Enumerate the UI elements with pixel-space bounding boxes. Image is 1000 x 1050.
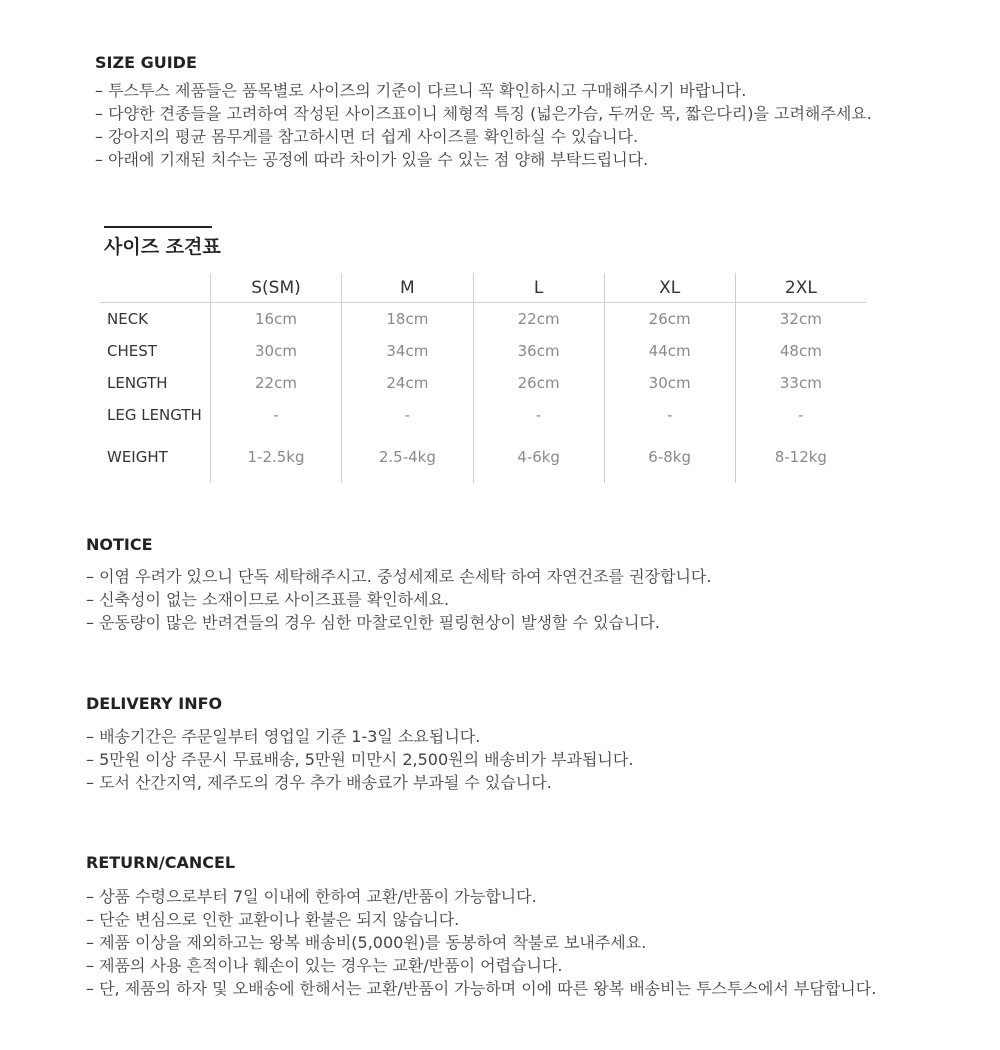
row-label: LENGTH (107, 374, 168, 392)
table-cell: 24cm (342, 367, 473, 399)
row-label: LEG LENGTH (107, 406, 202, 424)
table-cell: - (735, 399, 866, 431)
size-guide-line: – 아래에 기재된 치수는 공정에 따라 차이가 있을 수 있는 점 양해 부탁드립니다. (95, 148, 872, 171)
size-guide-line: – 투스투스 제품들은 품목별로 사이즈의 기준이 다르니 꼭 확인하시고 구매해주시기 바랍니다. (95, 79, 872, 102)
size-guide-line: – 다양한 견종들을 고려하여 작성된 사이즈표이니 체형적 특징 (넓은가슴, 두꺼운 목, 짧은다리)을 고려해주세요. (95, 102, 872, 125)
size-guide-list (95, 79, 872, 171)
size-header-cell: XL (604, 273, 735, 303)
table-cell: 48cm (735, 335, 866, 367)
table-cell: 36cm (473, 335, 604, 367)
notice-title: NOTICE (86, 535, 153, 554)
row-label: CHEST (107, 342, 157, 360)
notice-line: – 이염 우려가 있으니 단독 세탁해주시고. 중성세제로 손세탁 하여 자연건조를 권장합니다. (86, 565, 711, 588)
table-cell: 22cm (210, 367, 341, 399)
delivery-info-line: – 도서 산간지역, 제주도의 경우 추가 배송료가 부과될 수 있습니다. (86, 771, 633, 794)
table-cell: 22cm (473, 303, 604, 336)
return-cancel-list (86, 885, 876, 1000)
table-row (100, 431, 866, 483)
table-row (100, 367, 866, 399)
return-cancel-line: – 단순 변심으로 인한 교환이나 환불은 되지 않습니다. (86, 908, 876, 931)
notice-list (86, 565, 711, 634)
notice-line: – 운동량이 많은 반려견들의 경우 심한 마찰로인한 필링현상이 발생할 수 있습니다. (86, 611, 711, 634)
table-cell: - (473, 399, 604, 431)
table-cell: 2.5-4kg (342, 431, 473, 483)
return-cancel-line: – 제품 이상을 제외하고는 왕복 배송비(5,000원)를 동봉하여 착불로 보내주세요. (86, 931, 876, 954)
table-row (100, 335, 866, 367)
return-cancel-title: RETURN/CANCEL (86, 853, 236, 872)
table-cell: - (342, 399, 473, 431)
table-cell: 4-6kg (473, 431, 604, 483)
size-guide-line: – 강아지의 평균 몸무게를 참고하시면 더 쉽게 사이즈를 확인하실 수 있습니다. (95, 125, 872, 148)
return-cancel-line: – 제품의 사용 흔적이나 훼손이 있는 경우는 교환/반품이 어렵습니다. (86, 954, 876, 977)
delivery-info-line: – 5만원 이상 주문시 무료배송, 5만원 미만시 2,500원의 배송비가 부과됩니다. (86, 748, 633, 771)
row-label: NECK (107, 310, 149, 328)
table-cell: 18cm (342, 303, 473, 336)
table-cell: 6-8kg (604, 431, 735, 483)
size-header-cell: L (473, 273, 604, 303)
table-cell: 8-12kg (735, 431, 866, 483)
delivery-info-line: – 배송기간은 주문일부터 영업일 기준 1-3일 소요됩니다. (86, 725, 633, 748)
size-guide-title: SIZE GUIDE (95, 53, 197, 72)
size-header-cell: S(SM) (210, 273, 341, 303)
size-table-heading (104, 226, 221, 259)
table-row (100, 303, 866, 336)
return-cancel-line: – 상품 수령으로부터 7일 이내에 한하여 교환/반품이 가능합니다. (86, 885, 876, 908)
table-cell: - (210, 399, 341, 431)
size-table (100, 273, 866, 483)
size-table-title: 사이즈 조견표 (104, 236, 221, 258)
table-cell: 34cm (342, 335, 473, 367)
table-cell: 44cm (604, 335, 735, 367)
table-cell: 26cm (473, 367, 604, 399)
table-row (100, 399, 866, 431)
table-corner-cell (100, 273, 210, 303)
delivery-info-title: DELIVERY INFO (86, 694, 223, 713)
table-cell: 30cm (210, 335, 341, 367)
table-cell: 32cm (735, 303, 866, 336)
heading-accent-bar (104, 226, 212, 228)
table-cell: 26cm (604, 303, 735, 336)
notice-line: – 신축성이 없는 소재이므로 사이즈표를 확인하세요. (86, 588, 711, 611)
table-cell: 33cm (735, 367, 866, 399)
delivery-info-list (86, 725, 633, 794)
row-label: WEIGHT (107, 448, 168, 466)
return-cancel-line: – 단, 제품의 하자 및 오배송에 한해서는 교환/반품이 가능하며 이에 따른 왕복 배송비는 투스투스에서 부담합니다. (86, 977, 876, 1000)
size-header-cell: M (342, 273, 473, 303)
table-cell: 1-2.5kg (210, 431, 341, 483)
size-header-row (100, 273, 866, 303)
table-cell: 30cm (604, 367, 735, 399)
table-cell: - (604, 399, 735, 431)
size-header-cell: 2XL (735, 273, 866, 303)
table-cell: 16cm (210, 303, 341, 336)
